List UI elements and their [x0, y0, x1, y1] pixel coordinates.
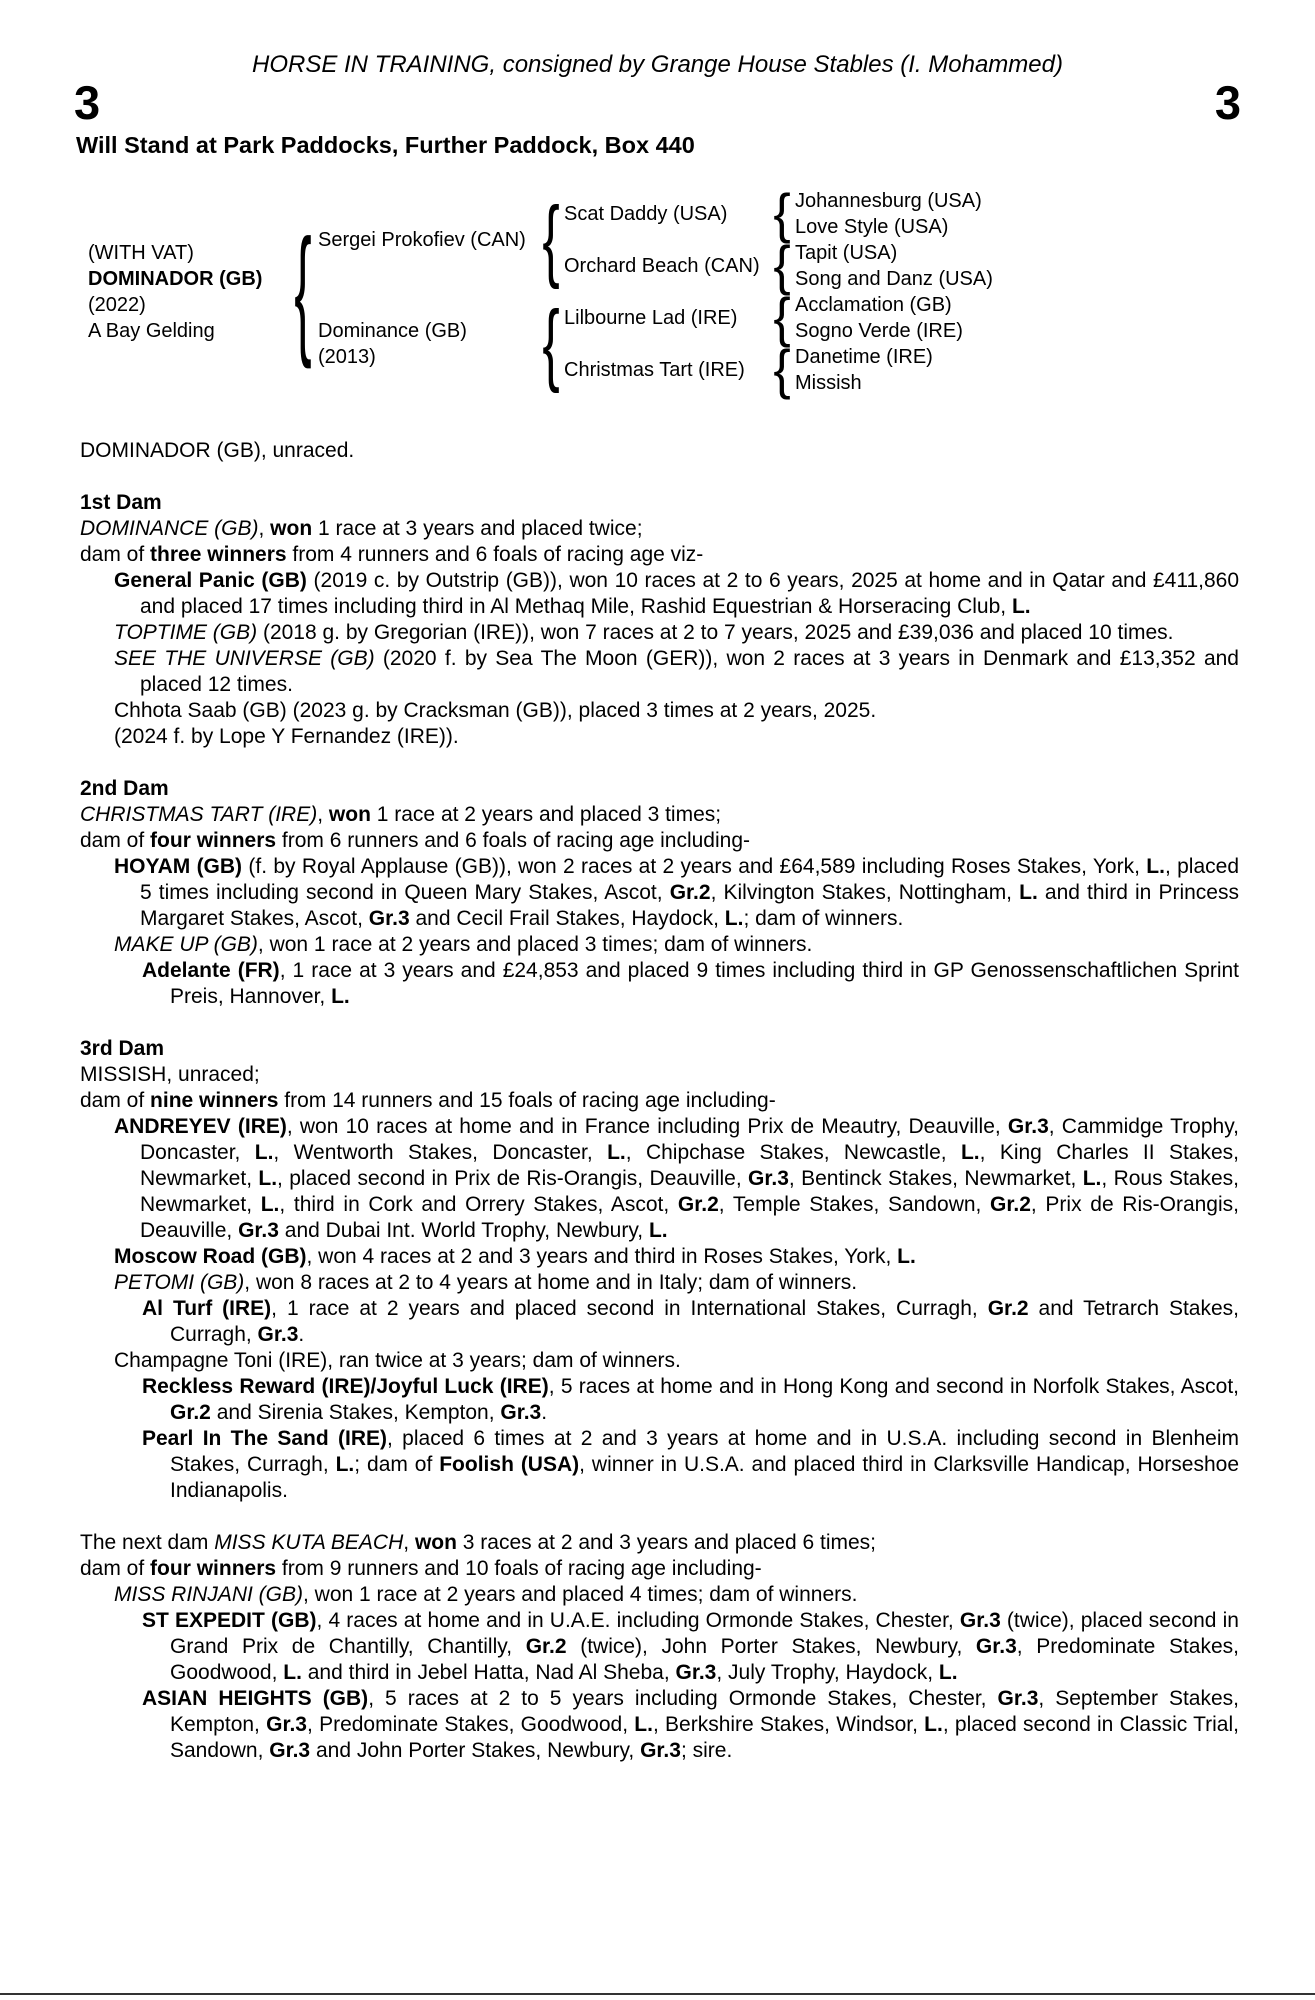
pedigree-brace: { [773, 235, 791, 297]
text-run: , 1 race at 2 years and placed second in International Stakes, Curragh, [271, 1297, 988, 1320]
text-run: Gr.2 [677, 1193, 719, 1216]
produce-entry [80, 1244, 1239, 1270]
text-run: Gr.3 [257, 1323, 299, 1346]
text-run: (2019 c. by Outstrip (GB)), won 10 races at 2 to 6 years, 2025 at home and in Qatar and £411,860 and placed 17 times including third in Al Methaq Mile, Rashid Equestrian & Horseracing Club, [140, 569, 1240, 618]
text-run: , Cammidge Trophy, Doncaster, [140, 1115, 1239, 1164]
text-run: dam of [80, 543, 151, 566]
text-run: Gr.3 [266, 1713, 307, 1736]
sire-name: Sergei Prokofiev (CAN) [318, 229, 526, 251]
pedigree-brace: { [773, 183, 791, 245]
text-run: Gr.2 [669, 881, 711, 904]
text-run: Adelante (FR) [142, 959, 280, 982]
subject-year: (2022) [88, 294, 146, 316]
text-run: DOMINADOR (GB), unraced. [80, 439, 355, 462]
text-run: L. [938, 1661, 958, 1684]
text-run: MISS KUTA BEACH [214, 1531, 404, 1554]
text-run: Gr.3 [997, 1687, 1039, 1710]
sire-sire-branch [564, 183, 993, 245]
section-heading-3rd-dam [80, 1036, 1239, 1062]
subject-race-record [80, 438, 1239, 464]
produce-entry [80, 1348, 1239, 1374]
text-run: and third in Jebel Hatta, Nad Al Sheba, [301, 1661, 676, 1684]
text-run: 3rd Dam [80, 1037, 165, 1060]
text-run: , Prix de Ris-Orangis, Deauville, [140, 1193, 1239, 1242]
text-run: , Bentinck Stakes, Newmarket, [788, 1167, 1083, 1190]
text-run: 1 race at 3 years and placed twice; [312, 517, 643, 540]
text-run: Gr.2 [987, 1297, 1029, 1320]
produce-entry [80, 620, 1239, 646]
dam-branch [318, 287, 993, 401]
consignor-header: HORSE IN TRAINING, consigned by Grange House Stables (I. Mohammed) [252, 51, 1063, 78]
sire-sire-dam-name: Love Style (USA) [795, 216, 949, 238]
text-run: Gr.2 [990, 1193, 1031, 1216]
text-run: 1st Dam [80, 491, 162, 514]
text-run: , Predominate Stakes, Goodwood, [307, 1713, 635, 1736]
produce-entry [80, 1608, 1239, 1686]
subject-vat-note: (WITH VAT) [88, 242, 194, 264]
produce-entry [80, 568, 1239, 620]
pedigree-brace: { [294, 212, 312, 372]
text-run: CHRISTMAS TART (IRE) [80, 803, 318, 826]
text-run: Champagne Toni (IRE), ran twice at 3 years; dam of winners. [114, 1349, 681, 1372]
text-run: ; dam of [354, 1453, 440, 1476]
text-run: and Cecil Frail Stakes, Haydock, [409, 907, 725, 930]
sire-dam-sire-name: Tapit (USA) [795, 242, 898, 264]
pedigree-brace: { [542, 293, 560, 395]
text-run: , Temple Stakes, Sandown, [718, 1193, 991, 1216]
produce-entry [80, 1114, 1239, 1244]
text-run: , winner in U.S.A. and placed third in Clarksville Handicap, Horseshoe Indianapolis. [170, 1453, 1239, 1502]
text-run: , 5 races at home and in Hong Kong and second in Norfolk Stakes, Ascot, [548, 1375, 1239, 1398]
pedigree-brace: { [773, 339, 791, 401]
text-run: 1 race at 2 years and placed 3 times; [370, 803, 722, 826]
text-run: L. [1011, 595, 1031, 618]
text-run: , July Trophy, Haydock, [716, 1661, 939, 1684]
text-run: Moscow Road (GB) [114, 1245, 307, 1268]
text-run: L. [960, 1141, 980, 1164]
dam1-race-record [80, 516, 1239, 542]
text-run: Gr.3 [368, 907, 410, 930]
text-run: and third in Princess Margaret Stakes, Ascot, [140, 881, 1239, 930]
text-run: Gr.3 [975, 1635, 1017, 1658]
text-run: (f. by Royal Applause (GB)), won 2 races at 2 years and £64,589 including Roses Stakes, York, [242, 855, 1147, 878]
stand-location-line: Will Stand at Park Paddocks, Further Paddock, Box 440 [76, 132, 695, 158]
text-run: L. [607, 1141, 626, 1164]
text-run: ; dam of winners. [743, 907, 904, 930]
text-run: four winners [150, 829, 277, 852]
text-run: ; sire. [680, 1739, 733, 1762]
produce-entry [80, 958, 1239, 1010]
text-run: (twice), John Porter Stakes, Newbury, [566, 1635, 976, 1658]
produce-entry [80, 724, 1239, 750]
text-run: three winners [150, 543, 287, 566]
text-run: Al Turf (IRE) [142, 1297, 272, 1320]
text-run: won [414, 1531, 457, 1554]
text-run: dam of [80, 1089, 151, 1112]
text-run: TOPTIME (GB) [114, 621, 258, 644]
text-run: L. [335, 1453, 355, 1476]
text-run: , [317, 803, 329, 826]
text-run: , Berkshire Stakes, Windsor, [652, 1713, 925, 1736]
dam-sire-name: Lilbourne Lad (IRE) [564, 307, 738, 329]
text-run: , 4 races at home and in U.A.E. including Ormonde Stakes, Chester, [316, 1609, 960, 1632]
text-run: ANDREYEV (IRE) [114, 1115, 287, 1138]
text-run: Gr.3 [675, 1661, 717, 1684]
text-run: Gr.3 [1007, 1115, 1049, 1138]
text-run: HOYAM (GB) [114, 855, 243, 878]
text-run: , won 4 races at 2 and 3 years and third in Roses Stakes, York, [306, 1245, 898, 1268]
text-run: L. [1146, 855, 1165, 878]
text-run: (twice), placed second in Grand Prix de Chantilly, Chantilly, [170, 1609, 1239, 1658]
dam-dam-name: Christmas Tart (IRE) [564, 359, 745, 381]
text-run: dam of [80, 1557, 151, 1580]
section-heading-2nd-dam [80, 776, 1239, 802]
text-run: Gr.2 [525, 1635, 567, 1658]
text-run: L. [260, 1193, 280, 1216]
text-run: won [270, 517, 313, 540]
text-run: (2020 f. by Sea The Moon (GER)), won 2 races at 3 years in Denmark and £13,352 and placed 12 times. [140, 647, 1239, 696]
text-run: (2018 g. by Gregorian (IRE)), won 7 races at 2 to 7 years, 2025 and £39,036 and placed 10 times. [257, 621, 1174, 644]
text-run: General Panic (GB) [114, 569, 307, 592]
text-run: L. [897, 1245, 916, 1268]
dam1-produce-summary [80, 542, 1239, 568]
text-run: from 9 runners and 10 foals of racing age including- [276, 1557, 762, 1580]
text-run: MISSISH, unraced; [80, 1063, 260, 1086]
text-run: L. [924, 1713, 943, 1736]
text-run: The next dam [80, 1531, 215, 1554]
dam-sire-sire-name: Acclamation (GB) [795, 294, 952, 316]
text-run: Chhota Saab (GB) (2023 g. by Cracksman (GB)), placed 3 times at 2 years, 2025. [114, 699, 877, 722]
text-run: L. [634, 1713, 653, 1736]
text-run: nine winners [150, 1089, 279, 1112]
dam2-race-record [80, 802, 1239, 828]
text-run: , won 1 race at 2 years and placed 3 times; dam of winners. [257, 933, 813, 956]
text-run: Gr.3 [640, 1739, 681, 1762]
lot-number-row [0, 78, 1315, 130]
text-run: , Wentworth Stakes, Doncaster, [273, 1141, 608, 1164]
text-run: . [298, 1323, 305, 1346]
text-run: , Rous Stakes, Newmarket, [140, 1167, 1239, 1216]
text-run: , [258, 517, 271, 540]
text-run: L. [648, 1219, 668, 1242]
dam3-produce-summary [80, 1088, 1239, 1114]
dam-name-cell [318, 318, 538, 370]
text-run: L. [1019, 881, 1038, 904]
text-run: L. [1082, 1167, 1102, 1190]
text-run: , Predominate Stakes, Goodwood, [170, 1635, 1239, 1684]
text-run: and Tetrarch Stakes, Curragh, [170, 1297, 1239, 1346]
text-run: MISS RINJANI (GB) [114, 1583, 304, 1606]
text-run: , placed 6 times at 2 and 3 years at home and in U.S.A. including second in Blenheim Stakes, Curragh, [170, 1427, 1239, 1476]
text-run: , Kilvington Stakes, Nottingham, [710, 881, 1020, 904]
lot-number-right: 3 [1214, 76, 1241, 129]
produce-entry [80, 1270, 1239, 1296]
produce-entry [80, 854, 1239, 932]
dam-year: (2013) [318, 346, 376, 368]
produce-entry [80, 1686, 1239, 1764]
produce-entry [80, 1582, 1239, 1608]
text-run: , won 10 races at home and in France including Prix de Meautry, Deauville, [286, 1115, 1008, 1138]
produce-entry [80, 646, 1239, 698]
text-run: Gr.2 [170, 1401, 211, 1424]
sire-branch [318, 183, 993, 297]
text-run: L. [331, 985, 350, 1008]
text-run: L. [258, 1167, 278, 1190]
text-run: won [328, 803, 371, 826]
text-run: L. [724, 907, 744, 930]
text-run: Foolish (USA) [439, 1453, 580, 1476]
text-run: Gr.3 [238, 1219, 279, 1242]
catalogue-body [0, 438, 1315, 1764]
produce-entry [80, 1296, 1239, 1348]
dam-dam-branch [564, 339, 963, 401]
text-run: dam of [80, 829, 151, 852]
page-bottom-rule [0, 1993, 1315, 1995]
pedigree-brace: { [773, 287, 791, 349]
text-run: L. [254, 1141, 274, 1164]
dam-dam-dam-name: Missish [795, 372, 862, 394]
lot-number-left: 3 [74, 76, 101, 129]
text-run: ST EXPEDIT (GB) [142, 1609, 317, 1632]
text-run: , [403, 1531, 415, 1554]
text-run: , Chipchase Stakes, Newcastle, [625, 1141, 961, 1164]
sire-dam-branch [564, 235, 993, 297]
produce-entry [80, 932, 1239, 958]
text-run: Gr.3 [959, 1609, 1001, 1632]
pedigree-table [88, 183, 1315, 401]
text-run: . [541, 1401, 548, 1424]
pedigree-brace: { [542, 189, 560, 291]
text-run: Gr.3 [748, 1167, 789, 1190]
text-run: L. [283, 1661, 302, 1684]
sire-sire-sire-name: Johannesburg (USA) [795, 190, 982, 212]
text-run: , placed 5 times including second in Queen Mary Stakes, Ascot, [140, 855, 1239, 904]
text-run: (2024 f. by Lope Y Fernandez (IRE)). [114, 725, 459, 748]
text-run: PETOMI (GB) [114, 1271, 245, 1294]
text-run: Reckless Reward (IRE)/Joyful Luck (IRE) [142, 1375, 549, 1398]
produce-entry [80, 1374, 1239, 1426]
text-run: and John Porter Stakes, Newbury, [310, 1739, 641, 1762]
dam-sire-branch [564, 287, 963, 349]
text-run: from 14 runners and 15 foals of racing age including- [278, 1089, 776, 1112]
sire-sire-name: Scat Daddy (USA) [564, 203, 728, 225]
text-run: , placed second in Classic Trial, Sandown, [170, 1713, 1239, 1762]
text-run: SEE THE UNIVERSE (GB) [114, 647, 375, 670]
section-heading-1st-dam [80, 490, 1239, 516]
produce-entry [80, 698, 1239, 724]
next-dam-produce-summary [80, 1556, 1239, 1582]
text-run: , won 8 races at 2 to 4 years at home and in Italy; dam of winners. [244, 1271, 858, 1294]
sire-dam-name: Orchard Beach (CAN) [564, 255, 760, 277]
dam2-produce-summary [80, 828, 1239, 854]
text-run: , placed second in Prix de Ris-Orangis, Deauville, [277, 1167, 749, 1190]
text-run: DOMINANCE (GB) [80, 517, 259, 540]
text-run: four winners [150, 1557, 277, 1580]
text-run: , September Stakes, Kempton, [170, 1687, 1239, 1736]
text-run: ASIAN HEIGHTS (GB) [142, 1687, 369, 1710]
dam-sire-dam-name: Sogno Verde (IRE) [795, 320, 963, 342]
dam-name: Dominance (GB) [318, 320, 467, 342]
next-dam-race-record [80, 1530, 1239, 1556]
text-run: Gr.3 [269, 1739, 311, 1762]
subject-name: DOMINADOR (GB) [88, 268, 263, 290]
sire-dam-dam-name: Song and Danz (USA) [795, 268, 993, 290]
dam3-race-record [80, 1062, 1239, 1088]
text-run: from 6 runners and 6 foals of racing age including- [276, 829, 750, 852]
subject-description: A Bay Gelding [88, 320, 215, 342]
text-run: Gr.3 [500, 1401, 542, 1424]
text-run: Pearl In The Sand (IRE) [142, 1427, 388, 1450]
dam-dam-sire-name: Danetime (IRE) [795, 346, 933, 368]
text-run: , 5 races at 2 to 5 years including Ormonde Stakes, Chester, [368, 1687, 998, 1710]
text-run: , won 1 race at 2 years and placed 4 times; dam of winners. [303, 1583, 858, 1606]
parents-column [318, 183, 993, 401]
text-run: and Dubai Int. World Trophy, Newbury, [278, 1219, 649, 1242]
text-run: , third in Cork and Orrery Stakes, Ascot, [279, 1193, 678, 1216]
text-run: , King Charles II Stakes, Newmarket, [140, 1141, 1239, 1190]
text-run: from 4 runners and 6 foals of racing age viz- [286, 543, 704, 566]
text-run: and Sirenia Stakes, Kempton, [210, 1401, 501, 1424]
text-run: , 1 race at 3 years and £24,853 and placed 9 times including third in GP Genossenschaftlichen Sprint Preis, Hannover, [170, 959, 1240, 1008]
produce-entry [80, 1426, 1239, 1504]
text-run: 2nd Dam [80, 777, 169, 800]
text-run: 3 races at 2 and 3 years and placed 6 times; [456, 1531, 877, 1554]
subject-cell [88, 240, 288, 344]
text-run: MAKE UP (GB) [114, 933, 258, 956]
